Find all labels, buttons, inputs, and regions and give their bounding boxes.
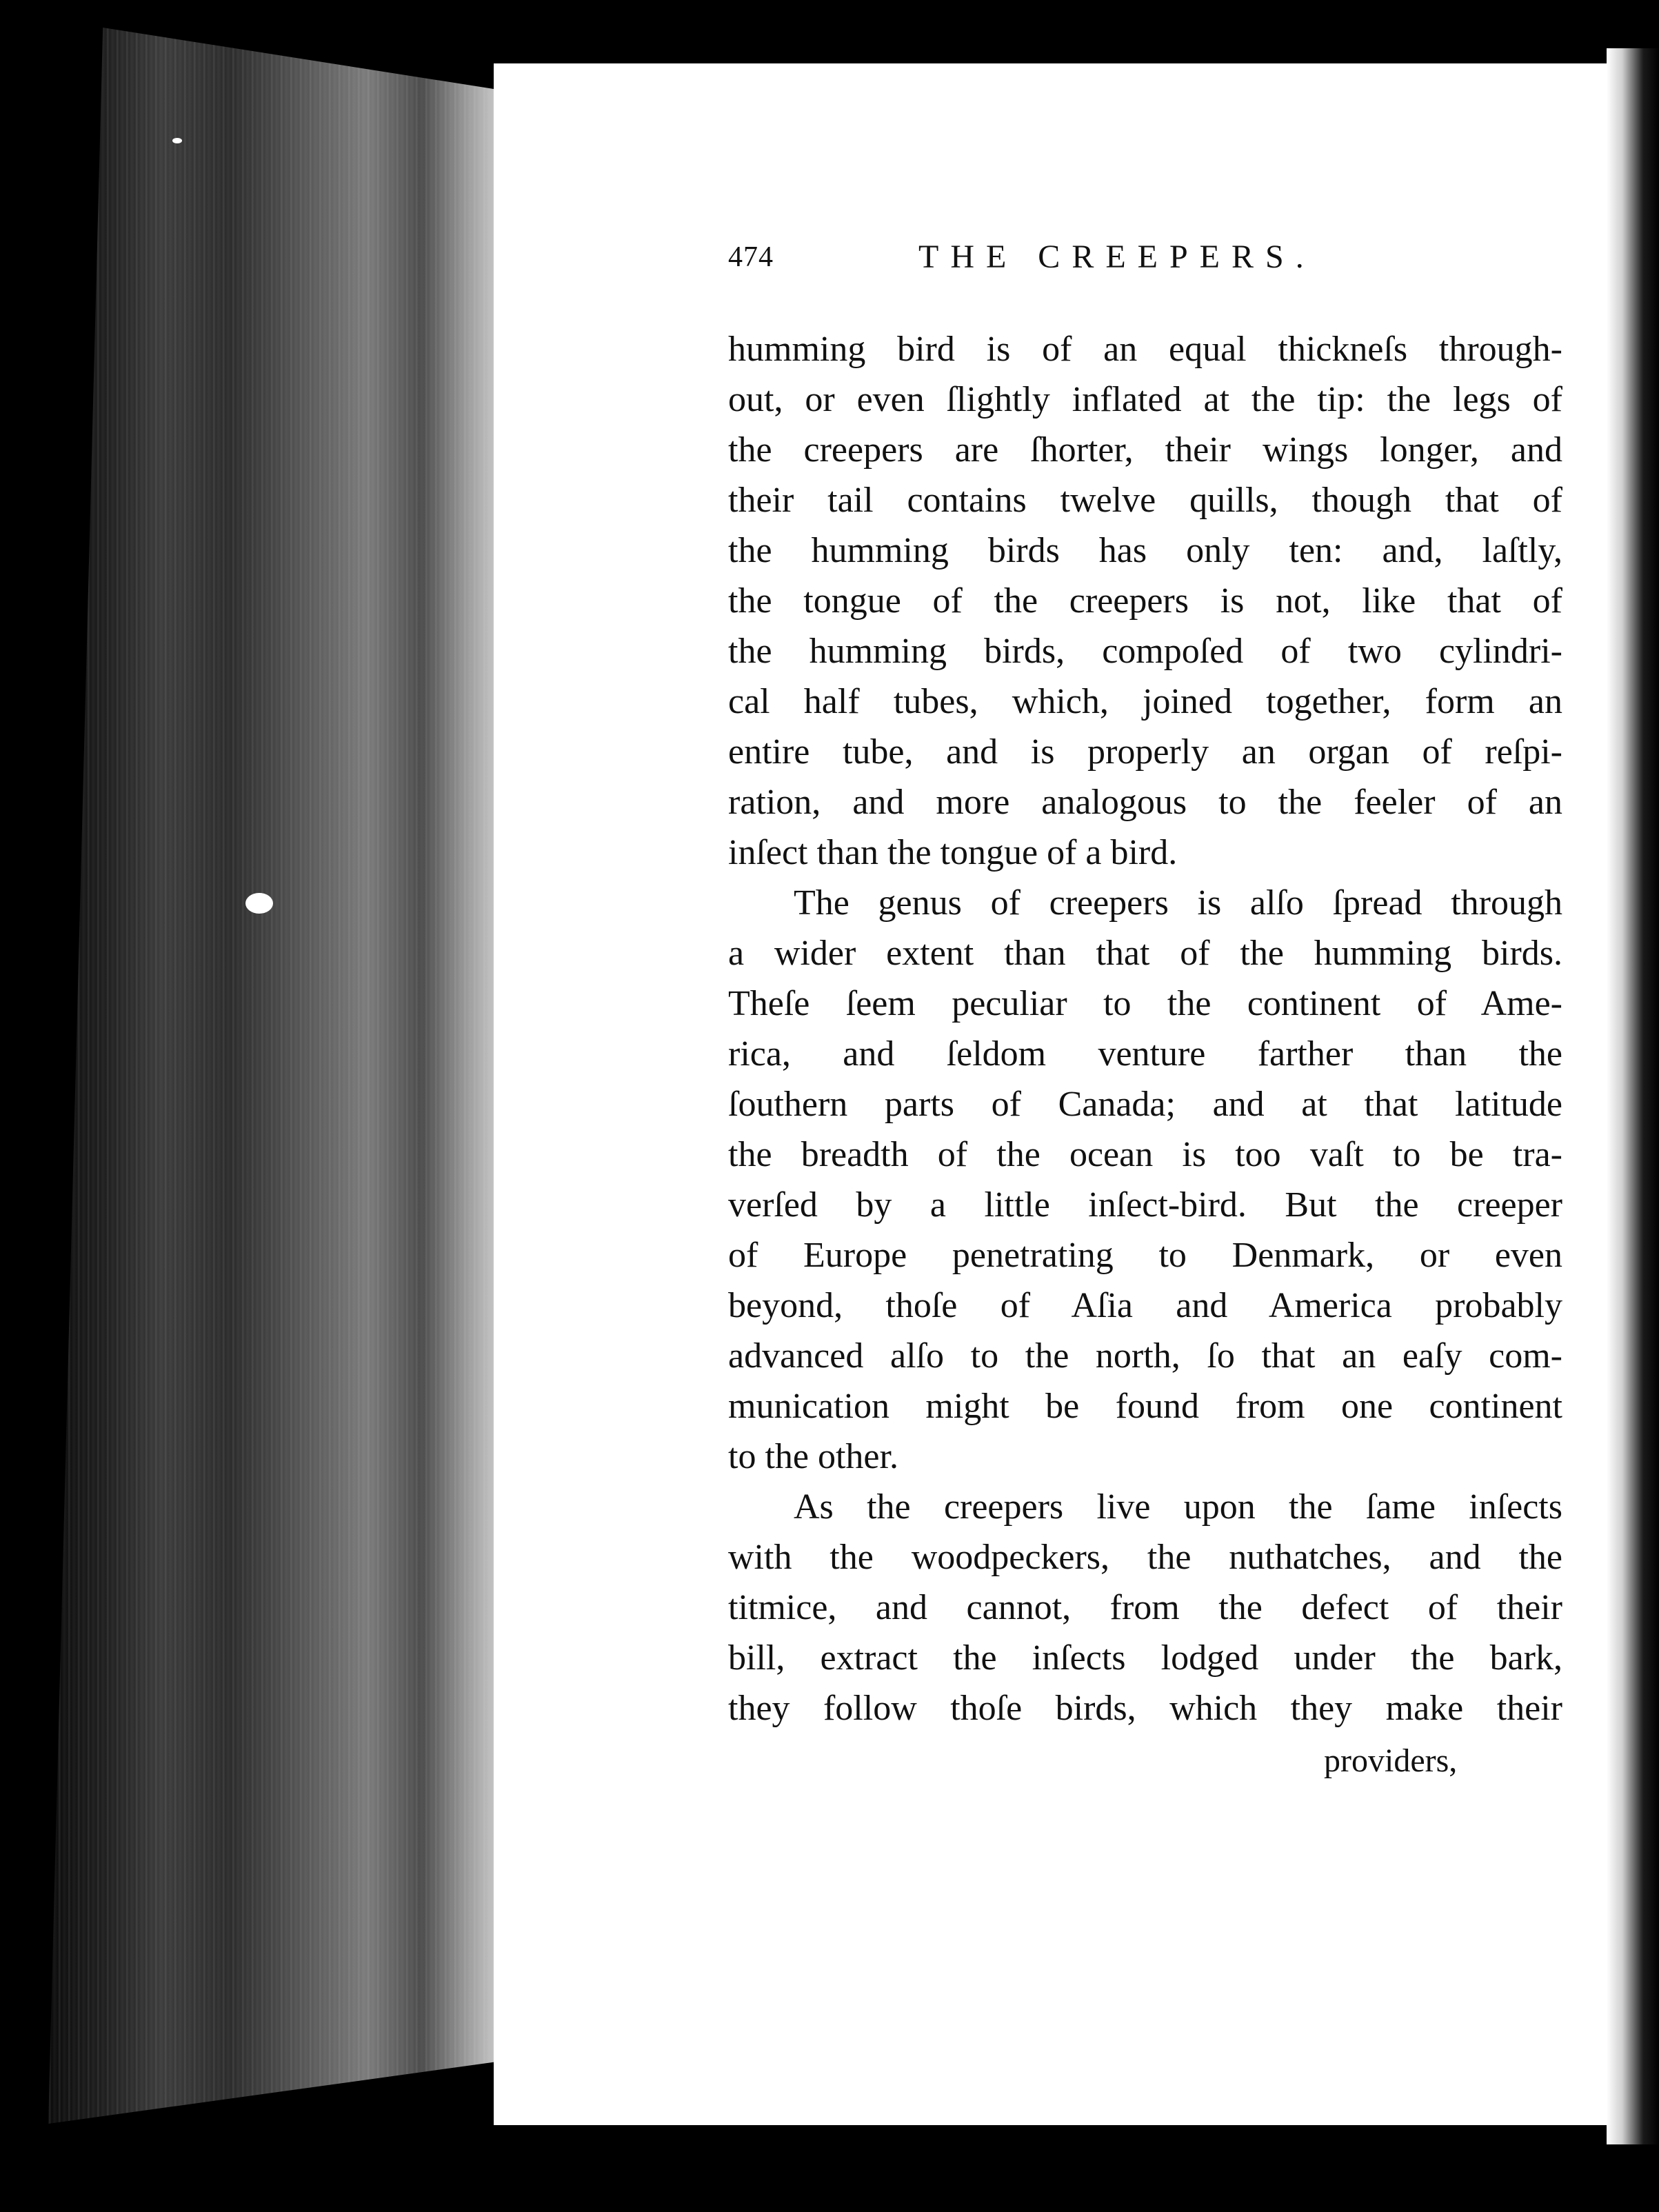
text-line: bill, extract the inſects lodged under the bark, [728, 1638, 1562, 1678]
running-head [728, 238, 1411, 286]
text-line: to the other. [728, 1437, 898, 1476]
text-line: The genus of creepers is alſo ſpread through [794, 883, 1562, 923]
text-line: the humming birds has only ten: and, laſtly, [728, 531, 1562, 570]
catchword: providers, [1324, 1742, 1458, 1779]
text-line: titmice, and cannot, from the defect of their [728, 1588, 1562, 1627]
text-line: inſect than the tongue of a bird. [728, 833, 1178, 872]
text-line: rica, and ſeldom venture farther than the [728, 1034, 1562, 1074]
running-title: THE CREEPERS. [918, 239, 1316, 275]
text-line: the tongue of the creepers is not, like that of [728, 581, 1562, 621]
text-line: out, or even ſlightly inflated at the tip: the legs of [728, 380, 1562, 419]
text-line: with the woodpeckers, the nuthatches, and the [728, 1538, 1562, 1577]
page-number: 474 [728, 241, 774, 273]
paragraph [728, 1482, 1562, 1733]
text-line: a wider extent than that of the humming birds. [728, 934, 1562, 973]
text-line: ration, and more analogous to the feeler of an [728, 783, 1562, 822]
text-line: entire tube, and is properly an organ of reſpi- [728, 732, 1562, 772]
text-line: the breadth of the ocean is too vaſt to be tra- [728, 1135, 1562, 1174]
page-gutter-shadow [1607, 48, 1659, 2144]
text-line: their tail contains twelve quills, though that of [728, 481, 1562, 520]
text-line: humming bird is of an equal thickneſs through- [728, 330, 1562, 369]
scan-speck [172, 138, 182, 143]
text-line: munication might be found from one continent [728, 1387, 1562, 1426]
paragraph [728, 324, 1562, 878]
text-line: beyond, thoſe of Aſia and America probably [728, 1286, 1562, 1325]
body-text [728, 324, 1562, 1733]
text-line: they follow thoſe birds, which they make their [728, 1689, 1562, 1728]
text-line: cal half tubes, which, joined together, form an [728, 682, 1562, 721]
text-line: advanced alſo to the north, ſo that an eaſy com- [728, 1336, 1562, 1376]
text-line: Theſe ſeem peculiar to the continent of Ame- [728, 984, 1562, 1023]
paragraph [728, 878, 1562, 1482]
text-line: the humming birds, compoſed of two cylindri- [728, 632, 1562, 671]
text-line: verſed by a little inſect-bird. But the creeper [728, 1185, 1562, 1225]
text-line: the creepers are ſhorter, their wings longer, and [728, 430, 1562, 470]
text-line: ſouthern parts of Canada; and at that latitude [728, 1085, 1562, 1124]
scan-speck [245, 893, 273, 914]
text-line: As the creepers live upon the ſame inſects [794, 1487, 1562, 1527]
text-line: of Europe penetrating to Denmark, or even [728, 1236, 1562, 1275]
book-fore-edge [48, 28, 503, 2124]
